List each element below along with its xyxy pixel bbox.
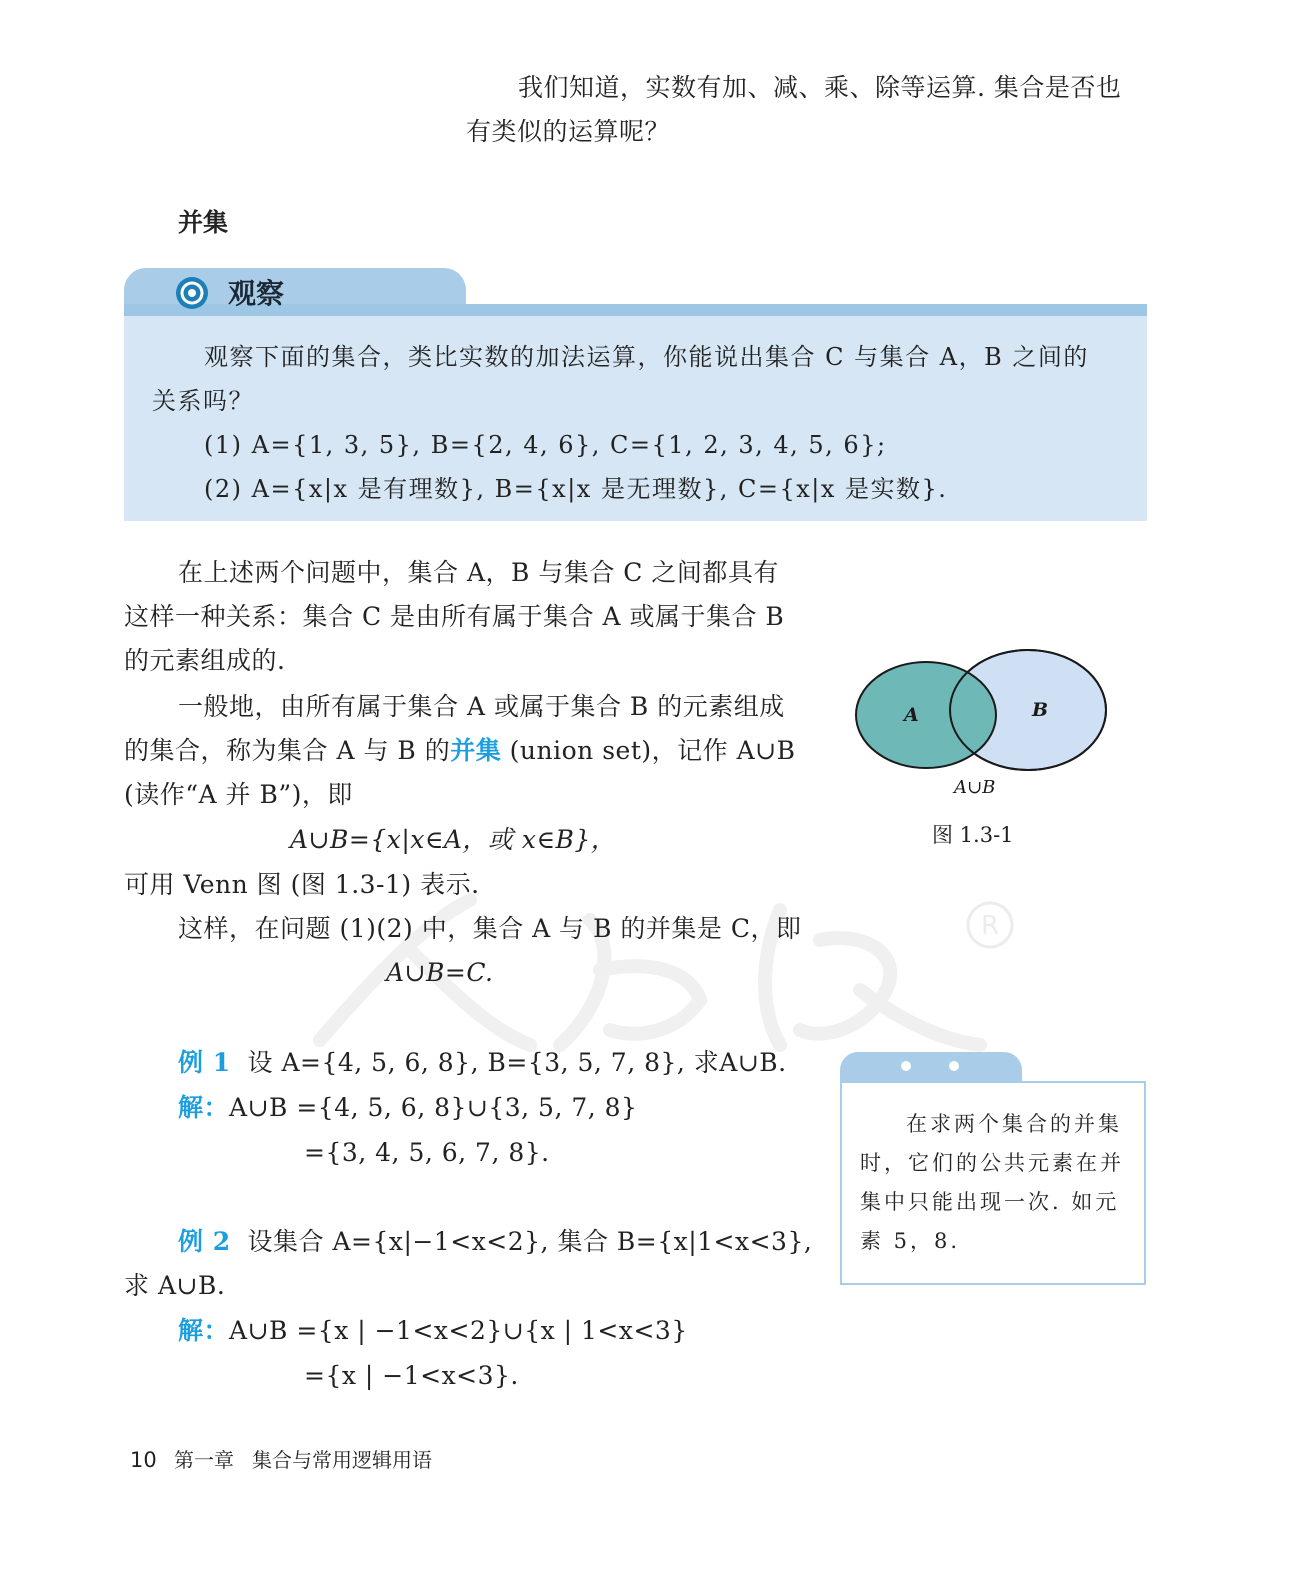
- example-2-question: 设集合 A={x|−1<x<2}, 集合 B={x|1<x<3},: [247, 1227, 813, 1256]
- note-line-3: 集中只能出现一次. 如元: [860, 1190, 1120, 1214]
- intro-paragraph: [466, 66, 1121, 154]
- footer-chapter: 第一章: [174, 1448, 234, 1472]
- example-2-solution-label: 解：: [178, 1316, 230, 1345]
- observe-item-2: (2) A={x|x 是有理数}, B={x|x 是无理数}, C={x|x 是实数}.: [204, 475, 948, 503]
- section-title: 并集: [178, 208, 229, 237]
- union-equals-c-formula: A∪B=C.: [386, 958, 494, 987]
- body-p3: 可用 Venn 图 (图 1.3-1) 表示.: [124, 870, 480, 899]
- svg-text:R: R: [980, 911, 1000, 941]
- example-2-solution-line-1: A∪B ={x | −1<x<2}∪{x | 1<x<3}: [229, 1316, 688, 1345]
- note-line-1: 在求两个集合的并集: [906, 1112, 1122, 1136]
- example-1-solution-label: 解：: [178, 1093, 230, 1122]
- example-2-question-line-2: 求 A∪B.: [124, 1271, 226, 1300]
- example-1-question: 设 A={4, 5, 6, 8}, B={3, 5, 7, 8}, 求A∪B.: [247, 1048, 787, 1077]
- union-definition-formula: A∪B={x|x∈A，或 x∈B}，: [290, 825, 617, 854]
- body-p1-line-2: 这样一种关系：集合 C 是由所有属于集合 A 或属于集合 B: [124, 602, 785, 631]
- venn-label-b: B: [1032, 699, 1049, 721]
- venn-diagram: [850, 640, 1112, 810]
- page-number: 10: [130, 1448, 157, 1472]
- venn-label-a: A: [904, 704, 919, 726]
- set-a-ellipse: [856, 662, 996, 768]
- note-dot-left: [901, 1061, 911, 1071]
- intro-line-2: 有类似的运算呢？: [466, 117, 671, 146]
- observe-target-icon: [174, 275, 210, 311]
- observe-line-2: 关系吗？: [152, 387, 254, 415]
- body-p1-line-3: 的元素组成的.: [124, 646, 286, 675]
- observe-label: 观察: [228, 277, 285, 310]
- body-p1-line-1: 在上述两个问题中，集合 A，B 与集合 C 之间都具有: [178, 558, 779, 587]
- example-2-solution-row: [178, 1309, 688, 1353]
- example-1-solution-row: [178, 1086, 637, 1130]
- example-1-solution-line-1: A∪B ={4, 5, 6, 8}∪{3, 5, 7, 8}: [229, 1093, 638, 1122]
- intro-line-1: 我们知道，实数有加、减、乘、除等运算. 集合是否也: [518, 73, 1122, 102]
- example-1-label: 例 1: [178, 1048, 231, 1077]
- example-2-label: 例 2: [178, 1227, 231, 1256]
- observe-line-1: 观察下面的集合，类比实数的加法运算，你能说出集合 C 与集合 A，B 之间的: [204, 343, 1089, 371]
- note-dot-right: [949, 1061, 959, 1071]
- body-p2-line-2: [124, 729, 795, 773]
- venn-label-union: A∪B: [954, 777, 996, 798]
- body-p2-line-1: 一般地，由所有属于集合 A 或属于集合 B 的元素组成: [178, 692, 785, 721]
- note-line-4: 素 5，8.: [860, 1229, 961, 1253]
- union-set-keyword: 并集: [450, 736, 502, 765]
- example-2-question-row: [178, 1220, 812, 1264]
- example-2-solution-line-2: ={x | −1<x<3}.: [304, 1361, 519, 1390]
- note-line-2: 时，它们的公共元素在并: [860, 1151, 1124, 1175]
- figure-caption: 图 1.3-1: [932, 823, 1014, 847]
- example-1-question-row: [178, 1041, 787, 1085]
- observe-item-1: (1) A={1, 3, 5}, B={2, 4, 6}, C={1, 2, 3, 4, 5, 6};: [204, 431, 887, 459]
- body-p2-line-2-pre: 的集合，称为集合 A 与 B 的: [124, 736, 451, 765]
- body-p2-line-3: (读作“A 并 B”)，即: [124, 780, 353, 809]
- example-1-solution-line-2: ={3, 4, 5, 6, 7, 8}.: [304, 1138, 550, 1167]
- body-p2-line-2-post: (union set)，记作 A∪B: [501, 736, 796, 765]
- body-p4: 这样，在问题 (1)(2) 中，集合 A 与 B 的并集是 C，即: [178, 914, 802, 943]
- footer-title: 集合与常用逻辑用语: [252, 1448, 432, 1472]
